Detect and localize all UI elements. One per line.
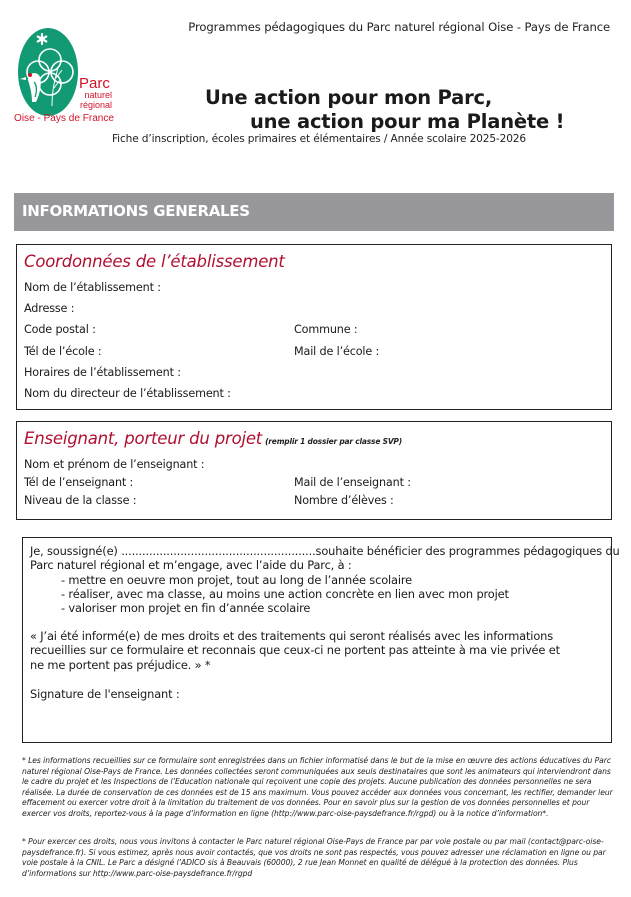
field-teacher-email[interactable]: Mail de l’enseignant : xyxy=(294,476,411,489)
logo-word-regional: régional xyxy=(79,100,112,110)
park-logo-emblem xyxy=(14,22,114,130)
field-class-level[interactable]: Niveau de la classe : xyxy=(24,494,137,507)
field-address[interactable]: Adresse : xyxy=(24,302,75,315)
teacher-section-title: Enseignant, porteur du projet xyxy=(24,429,263,448)
field-student-count[interactable]: Nombre d’élèves : xyxy=(294,494,394,507)
footnote-exercise-rights: * Pour exercer ces droits, nous vous invitons à contacter le Parc naturel régional Oise-Pays de France par par voie postale ou par mail (contact@parc-oise-paysdefrance.fr). Si vous estimez, après nous avoir contactés, que vos droits ne sont pas respectés, vous pouvez adresser une réclamation en ligne ou par voie postale à la CNIL. Le Parc a désigné l’ADICO sis à Beauvais (60000), 2 rue Jean Monnet en qualité de délégué à la protection des données. Plus d’informations sur http://www.parc-oise-paysdefrance.fr/rgpd xyxy=(22,837,606,878)
teacher-section-note: (remplir 1 dossier par classe SVP) xyxy=(265,437,402,446)
commitment-text xyxy=(30,544,620,615)
consent-line: « J’ai été informé(e) de mes droits et des traitements qui seront réalisés avec les informations xyxy=(30,629,553,643)
logo-word-oise-pays-de-france: Oise - Pays de France xyxy=(14,113,114,124)
page-title-line-2: une action pour ma Planète ! xyxy=(250,110,565,133)
page-subtitle: Fiche d’inscription, écoles primaires et élémentaires / Année scolaire 2025-2026 xyxy=(112,133,526,145)
field-teacher-name[interactable]: Nom et prénom de l’enseignant : xyxy=(24,458,205,471)
field-teacher-phone[interactable]: Tél de l’enseignant : xyxy=(24,476,134,489)
field-director-name[interactable]: Nom du directeur de l’établissement : xyxy=(24,387,231,400)
logo-word-parc: Parc xyxy=(79,75,110,92)
consent-line: ne me portent pas préjudice. » * xyxy=(30,657,211,672)
program-header-line: Programmes pédagogiques du Parc naturel régional Oise - Pays de France xyxy=(188,20,610,34)
commitment-line-1: Je, soussigné(e) ........................................................souhaite bénéficier des programmes pédagogiques du xyxy=(30,544,620,558)
field-town[interactable]: Commune : xyxy=(294,323,358,336)
field-postal-code[interactable]: Code postal : xyxy=(24,323,96,336)
commitment-bullet: - mettre en oeuvre mon projet, tout au long de l’année scolaire xyxy=(61,572,413,587)
park-logo xyxy=(14,22,114,130)
establishment-section-title: Coordonnées de l’établissement xyxy=(24,252,285,271)
field-school-hours[interactable]: Horaires de l’établissement : xyxy=(24,366,181,379)
teacher-section-title-row xyxy=(24,429,402,448)
signature-field[interactable]: Signature de l'enseignant : xyxy=(30,687,180,701)
footnote-data-privacy: * Les informations recueillies sur ce formulaire sont enregistrées dans un fichier informatisé dans le but de la mise en œuvre des actions éducatives du Parc naturel régional Oise-Pays de France. Les données collectées seront communiquées aux seuls destinataires que sont les animateurs qui interviendront dans le cadre du projet et les Inspections de l’Education nationale qui reçoivent une copie des projets. Aucune publication des données personnelles ne sera réalisée. La durée de conservation de ces données est de 15 ans maximum. Vous pouvez accéder aux données vous concernant, les rectifier, demander leur effacement ou exercer votre droit à la limitation du traitement de vos données. Pour en savoir plus sur la gestion de vos données personnelles et pour exercer vos droits, reportez-vous à la page d’information en ligne (http://www.parc-oise-paysdefrance.fr/rgpd) ou à la notice d’information*. xyxy=(22,756,613,818)
commitment-bullet: - valoriser mon projet en fin d’année scolaire xyxy=(61,601,311,616)
commitment-bullet: - réaliser, avec ma classe, au moins une action concrète en lien avec mon projet xyxy=(61,586,509,601)
field-establishment-name[interactable]: Nom de l’établissement : xyxy=(24,281,161,294)
consent-line: recueillies sur ce formulaire et reconnais que ceux-ci ne portent pas atteinte à ma vie privée et xyxy=(30,643,560,658)
teacher-section xyxy=(16,421,612,520)
establishment-section xyxy=(16,244,612,410)
field-school-phone[interactable]: Tél de l’école : xyxy=(24,345,102,358)
section-banner-label: INFORMATIONS GENERALES xyxy=(22,202,250,220)
field-school-email[interactable]: Mail de l’école : xyxy=(294,345,380,358)
commitment-line-2: Parc naturel régional et m’engage, avec l’aide du Parc, à : xyxy=(30,558,352,573)
page-title-line-1: Une action pour mon Parc, xyxy=(205,86,493,109)
logo-word-naturel: naturel xyxy=(84,90,112,100)
consent-text xyxy=(30,629,560,672)
commitment-section xyxy=(22,537,620,743)
section-banner xyxy=(14,193,614,231)
